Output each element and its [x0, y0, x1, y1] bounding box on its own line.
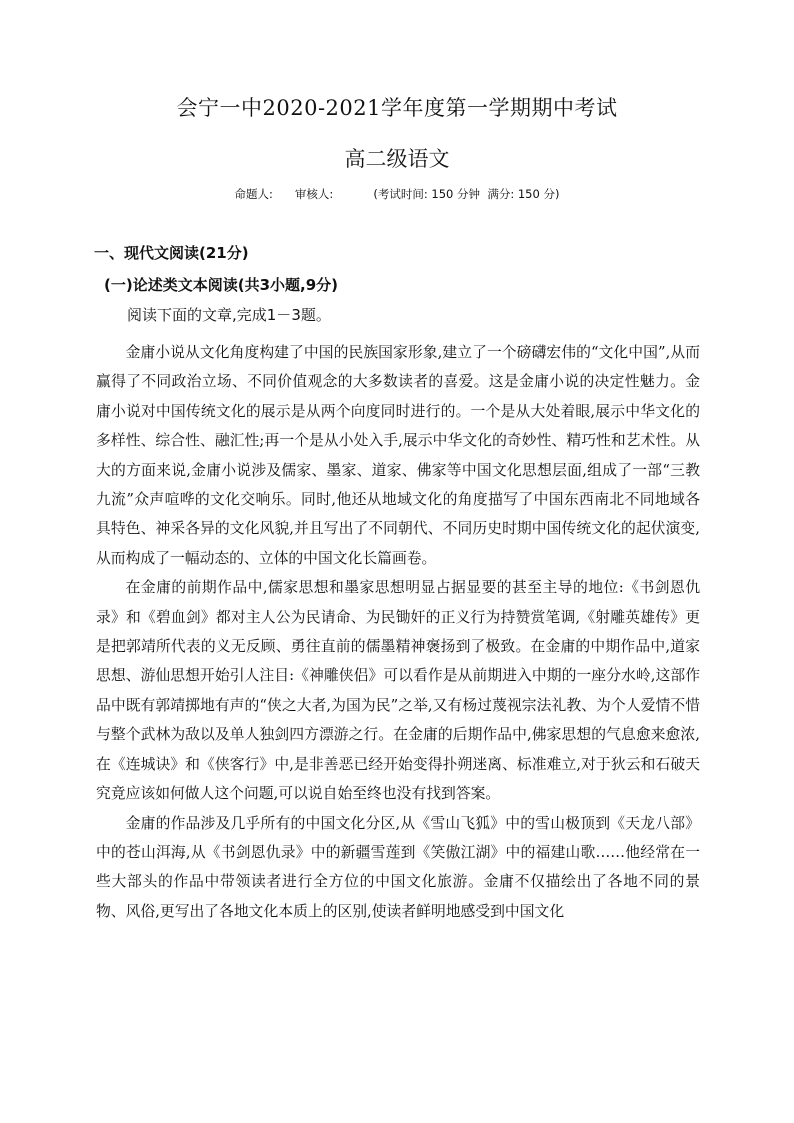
subsection-heading-argumentative: (一)论述类文本阅读(共3小题,9分)	[104, 276, 338, 294]
article-paragraph-2: 在金庸的前期作品中,儒家思想和墨家思想明显占据显要的甚至主导的地位:《书剑恩仇录》和《碧血剑》都对主人公为民请命、为民锄奸的正义行为持赞赏笔调,《射雕英雄传》更是把郭靖所代表的义无反顾、勇往直前的儒墨精神褒扬到了极致。在金庸的中期作品中,道家思想、游仙思想开始引人注目:《神雕侠侣》可以看作是从前期进入中期的一座分水岭,这部作品中既有郭靖掷地有声的“侠之大者,为国为民”之举,又有杨过蔑视宗法礼教、为个人爱情不惜与整个武林为敌以及单人独剑四方漂游之行。在金庸的后期作品中,佛家思想的气息愈来愈浓,在《连城诀》和《侠客行》中,是非善恶已经开始变得扑朔迷离、标准难立,对于狄云和石破天究竟应该如何做人这个问题,可以说自始至终也没有找到答案。	[96, 579, 700, 803]
section-heading-modern-reading: 一、现代文阅读(21分)	[94, 244, 249, 262]
exam-meta: 命题人: 审核人: (考试时间: 150 分钟 满分: 150 分)	[234, 187, 560, 201]
article-paragraph-3: 金庸的作品涉及几乎所有的中国文化分区,从《雪山飞狐》中的雪山极顶到《天龙八部》中的苍山洱海,从《书剑恩仇录》中的新疆雪莲到《笑傲江湖》中的福建山歌……他经常在一些大部头的作品中带领读者进行全方位的中国文化旅游。金庸不仅描绘出了各地不同的景物、风俗,更写出了各地文化本质上的区别,使读者鲜明地感受到中国文化	[96, 814, 700, 920]
article-paragraph-1: 金庸小说从文化角度构建了中国的民族国家形象,建立了一个磅礴宏伟的“文化中国”,从而赢得了不同政治立场、不同价值观念的大多数读者的喜爱。这是金庸小说的决定性魅力。金庸小说对中国传统文化的展示是从两个向度同时进行的。一个是从大处着眼,展示中华文化的多样性、综合性、融汇性;再一个是从小处入手,展示中华文化的奇妙性、精巧性和艺术性。从大的方面来说,金庸小说涉及儒家、墨家、道家、佛家等中国文化思想层面,组成了一部“三教九流”众声喧哗的文化交响乐。同时,他还从地域文化的角度描写了中国东西南北不同地域各具特色、神采各异的文化风貌,并且写出了不同朝代、不同历史时期中国传统文化的起伏演变,从而构成了一幅动态的、立体的中国文化长篇画卷。	[96, 344, 700, 567]
reading-instruction: 阅读下面的文章,完成1－3题。	[127, 306, 331, 324]
exam-subject: 高二级语文	[344, 147, 450, 171]
exam-title: 会宁一中2020-2021学年度第一学期期中考试	[176, 96, 618, 120]
article-body	[96, 338, 700, 926]
